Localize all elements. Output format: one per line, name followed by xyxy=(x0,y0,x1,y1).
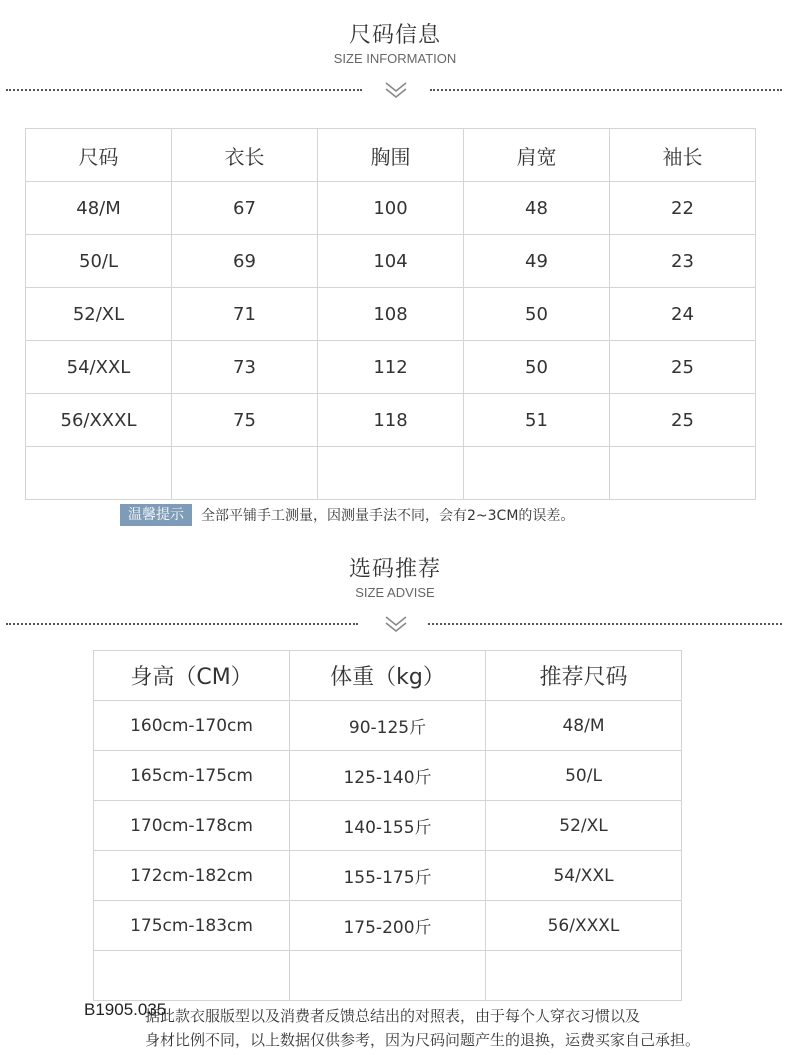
table-row xyxy=(26,182,756,235)
tip-text: 全部平铺手工测量，因测量手法不同，会有2~3CM的误差。 xyxy=(201,508,575,524)
table-cell xyxy=(486,951,682,1001)
table-cell: 24 xyxy=(610,288,756,341)
header-length: 衣长 xyxy=(172,129,318,182)
table-cell: 104 xyxy=(318,235,464,288)
table-cell: 125-140斤 xyxy=(290,751,486,801)
table-cell: 25 xyxy=(610,341,756,394)
table-cell: 108 xyxy=(318,288,464,341)
footer-note-line-2: 身材比例不同，以上数据仅供参考，因为尺码问题产生的退换，运费买家自己承担。 xyxy=(145,1031,701,1049)
header-recommended-size: 推荐尺码 xyxy=(486,651,682,701)
table-row xyxy=(94,701,682,751)
size-table-header-row xyxy=(26,129,756,182)
footer-note xyxy=(145,1004,765,1052)
table-cell: 175cm-183cm xyxy=(94,901,290,951)
dotted-line-left xyxy=(6,623,358,625)
table-cell: 49 xyxy=(464,235,610,288)
table-cell xyxy=(26,447,172,500)
double-chevron-down-icon xyxy=(383,80,409,100)
size-advise-divider xyxy=(0,614,790,634)
header-height: 身高（CM） xyxy=(94,651,290,701)
table-cell: 71 xyxy=(172,288,318,341)
footer-note-line-1: 据此款衣服版型以及消费者反馈总结出的对照表，由于每个人穿衣习惯以及 xyxy=(145,1007,641,1025)
table-row xyxy=(94,801,682,851)
table-cell: 52/XL xyxy=(486,801,682,851)
table-cell: 118 xyxy=(318,394,464,447)
table-row xyxy=(26,235,756,288)
table-row-empty xyxy=(94,951,682,1001)
table-row xyxy=(26,288,756,341)
table-cell: 50 xyxy=(464,288,610,341)
tip-badge: 温馨提示 xyxy=(120,504,192,526)
size-info-title: 尺码信息 xyxy=(348,23,441,48)
table-row xyxy=(26,341,756,394)
table-cell: 165cm-175cm xyxy=(94,751,290,801)
measurement-tip xyxy=(120,503,574,527)
table-cell: 155-175斤 xyxy=(290,851,486,901)
table-cell: 22 xyxy=(610,182,756,235)
table-cell: 175-200斤 xyxy=(290,901,486,951)
size-advise-subtitle: SIZE ADVISE xyxy=(355,585,435,600)
table-cell: 75 xyxy=(172,394,318,447)
table-cell xyxy=(94,951,290,1001)
table-cell: 52/XL xyxy=(26,288,172,341)
header-sleeve: 袖长 xyxy=(610,129,756,182)
advise-table-header-row xyxy=(94,651,682,701)
table-cell: 112 xyxy=(318,341,464,394)
table-cell: 48 xyxy=(464,182,610,235)
table-cell: 56/XXXL xyxy=(486,901,682,951)
dotted-line-right xyxy=(430,89,782,91)
table-cell: 50 xyxy=(464,341,610,394)
size-advise-heading xyxy=(0,552,790,600)
table-row xyxy=(94,851,682,901)
header-chest: 胸围 xyxy=(318,129,464,182)
size-advise-table xyxy=(93,650,682,1001)
table-cell: 50/L xyxy=(26,235,172,288)
size-info-table xyxy=(25,128,756,500)
table-cell: 69 xyxy=(172,235,318,288)
size-advise-title: 选码推荐 xyxy=(348,557,441,582)
table-cell: 73 xyxy=(172,341,318,394)
dotted-line-left xyxy=(6,89,362,91)
table-cell: 48/M xyxy=(26,182,172,235)
table-cell: 140-155斤 xyxy=(290,801,486,851)
table-cell xyxy=(290,951,486,1001)
table-cell: 54/XXL xyxy=(26,341,172,394)
table-cell: 48/M xyxy=(486,701,682,751)
table-cell: 90-125斤 xyxy=(290,701,486,751)
table-cell xyxy=(464,447,610,500)
header-shoulder: 肩宽 xyxy=(464,129,610,182)
table-cell xyxy=(172,447,318,500)
table-cell: 51 xyxy=(464,394,610,447)
table-cell: 170cm-178cm xyxy=(94,801,290,851)
table-cell: 23 xyxy=(610,235,756,288)
table-cell: 160cm-170cm xyxy=(94,701,290,751)
table-row-empty xyxy=(26,447,756,500)
header-size: 尺码 xyxy=(26,129,172,182)
product-code: B1905.035 xyxy=(84,1000,167,1019)
header-weight: 体重（kg） xyxy=(290,651,486,701)
table-cell: 50/L xyxy=(486,751,682,801)
table-cell: 25 xyxy=(610,394,756,447)
table-cell: 67 xyxy=(172,182,318,235)
table-cell: 100 xyxy=(318,182,464,235)
size-info-heading xyxy=(0,18,790,66)
table-cell: 56/XXXL xyxy=(26,394,172,447)
table-row xyxy=(94,751,682,801)
table-row xyxy=(94,901,682,951)
table-row xyxy=(26,394,756,447)
table-cell xyxy=(610,447,756,500)
dotted-line-right xyxy=(428,623,782,625)
double-chevron-down-icon xyxy=(383,614,409,634)
size-info-divider xyxy=(0,80,790,100)
table-cell xyxy=(318,447,464,500)
size-info-subtitle: SIZE INFORMATION xyxy=(333,51,457,66)
table-cell: 172cm-182cm xyxy=(94,851,290,901)
table-cell: 54/XXL xyxy=(486,851,682,901)
